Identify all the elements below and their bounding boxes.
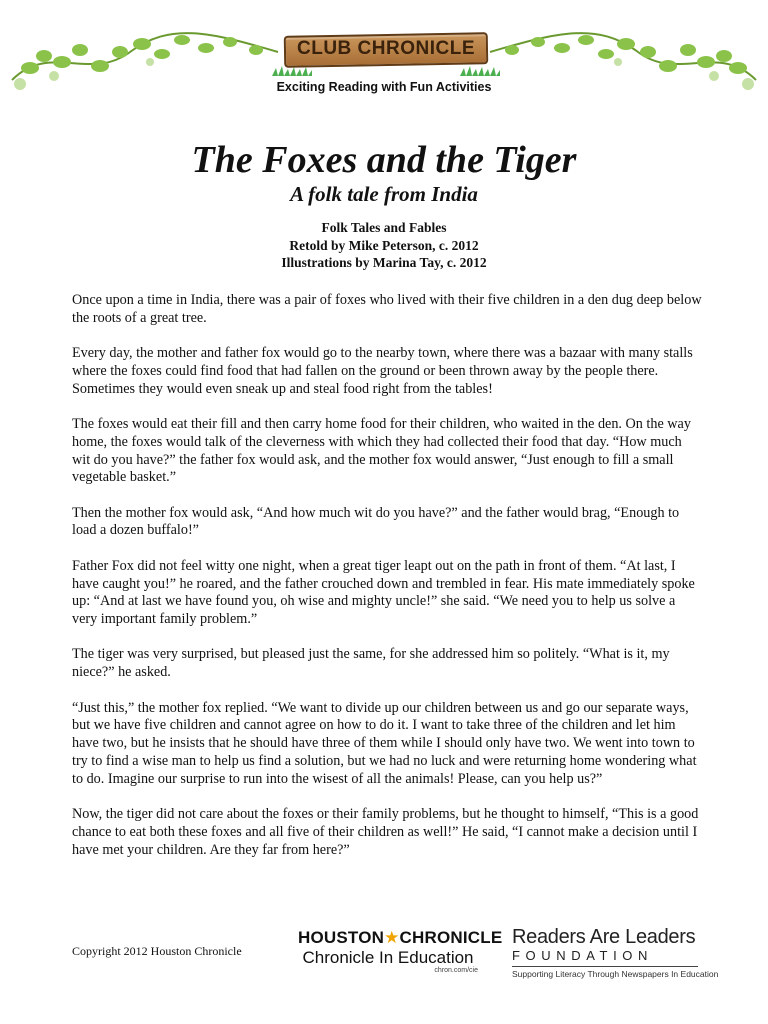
tagline: Exciting Reading with Fun Activities xyxy=(276,80,492,94)
chronicle-in-education: Chronicle In Education xyxy=(302,948,474,967)
paragraph: Now, the tiger did not care about the foxes or their family problems, but he thought to himself, “This is a good chance to eat both these foxes and all five of their children as well!” He said, “I cannot make a decision until I have met your children. Are they far from here?” xyxy=(72,806,699,858)
retold-by: Retold by Mike Peterson, c. 2012 xyxy=(289,237,479,253)
paragraph: Then the mother fox would ask, “And how much wit do you have?” and the father would brag, “Enough to load a dozen buffalo!” xyxy=(72,504,680,539)
story-title: The Foxes and the Tiger xyxy=(191,139,577,181)
readers-are-leaders: Readers Are Leaders xyxy=(512,926,696,948)
logo-text: CLUB CHRONICLE xyxy=(297,38,475,59)
story-subtitle: A folk tale from India xyxy=(290,182,478,206)
story-credits xyxy=(0,219,768,272)
header-banner xyxy=(0,0,768,110)
paragraph: Father Fox did not feel witty one night, when a great tiger leapt out on the path in front of them. “At last, I have caught you!” he roared, and the father crouched down and trembled in fear. His mate immediately spoke up: “And at last we have found you, oh wise and mighty uncle!” she said. “We need you to help us solve a very important family problem.” xyxy=(72,557,695,628)
series-name: Folk Tales and Fables xyxy=(321,220,447,235)
paragraph: The tiger was very surprised, but pleased just the same, for she addressed him so politely. “What is it, my niece?” he asked. xyxy=(72,646,670,681)
paragraph: The foxes would eat their fill and then carry home food for their children, who waited in the den. On the way home, the foxes would talk of the cleverness with which they had collected their food that day. “How much wit do you have?” the father fox would ask, and the mother fox would answer, “Just enough to fill a small vegetable basket.” xyxy=(72,415,691,486)
houston-chronicle-wordmark: HOUSTON★CHRONICLE xyxy=(298,928,503,947)
readers-are-leaders-logo xyxy=(512,926,719,979)
paragraph: “Just this,” the mother fox replied. “We want to divide up our children between us and go our separate ways, but we have five children and cannot agree on how to do it. I want to take three of the children and let him have two, but he insists that he should have three of them while I should only have two. We went into town to try to find a wise man to help us find a solution, but we had no luck and were returning home wondering what to do. Imagine our surprise to run into the wisest of all the animals! Please, can you help us?” xyxy=(72,699,697,787)
star-icon: ★ xyxy=(384,928,400,947)
story-body xyxy=(72,292,702,877)
grass-left-icon xyxy=(272,66,312,76)
club-chronicle-logo xyxy=(278,30,494,76)
foundation-tagline: Supporting Literacy Through Newspapers In Education xyxy=(512,969,719,979)
houston-chronicle-logo xyxy=(298,928,503,974)
copyright-notice: Copyright 2012 Houston Chronicle xyxy=(72,944,242,958)
chron-url: chron.com/cie xyxy=(434,967,478,974)
paragraph: Once upon a time in India, there was a pair of foxes who lived with their five children in a den dug deep below the roots of a great tree. xyxy=(72,292,702,326)
paragraph: Every day, the mother and father fox would go to the nearby town, where there was a bazaar with many stalls where the foxes could find food that had fallen on the ground or been thrown away by the people there. Sometimes they would even sneak up and steal food right from the tables! xyxy=(72,345,693,397)
foundation-label: FOUNDATION xyxy=(512,948,653,963)
divider xyxy=(512,966,698,967)
illustrations-credit: Illustrations by Marina Tay, c. 2012 xyxy=(281,255,487,270)
